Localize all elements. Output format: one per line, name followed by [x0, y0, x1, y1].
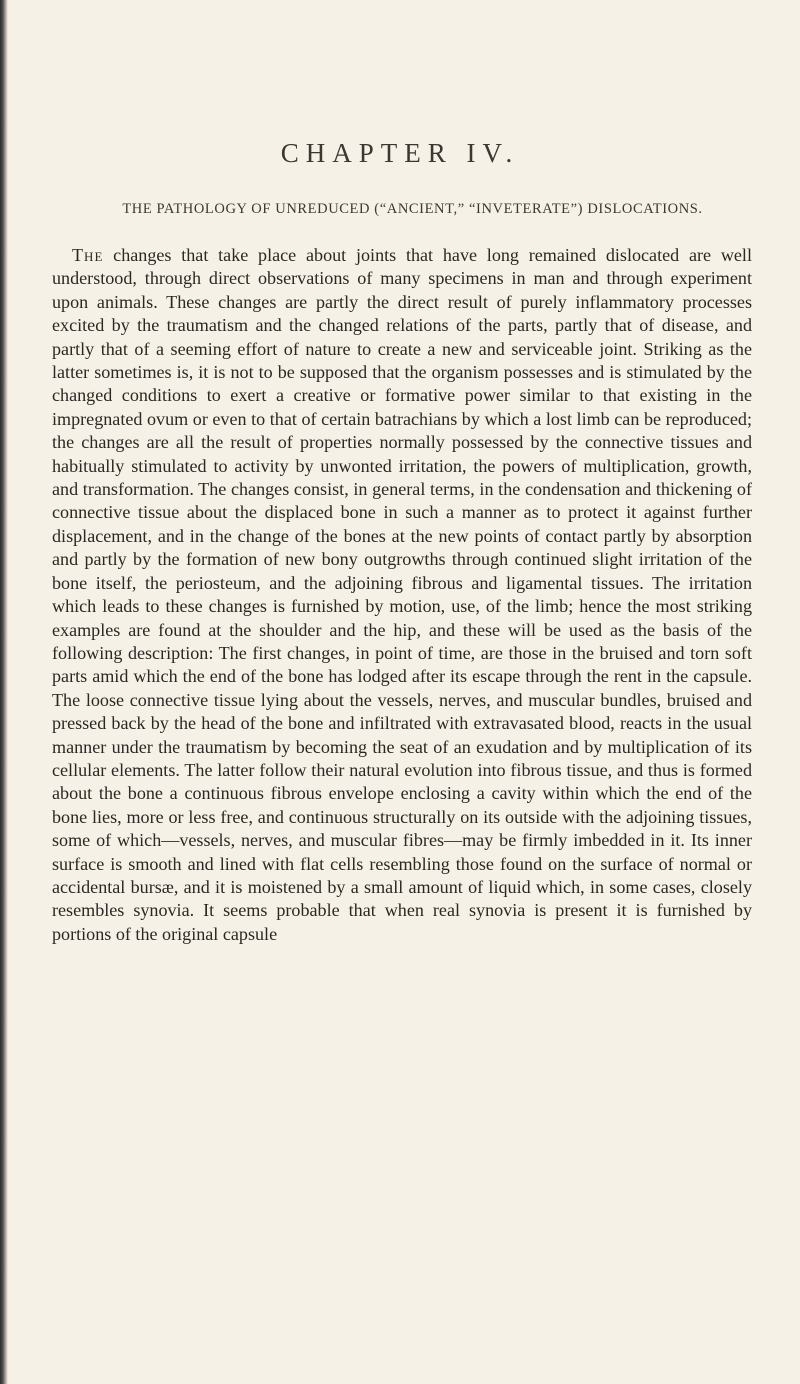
body-paragraph	[52, 244, 752, 946]
lead-word: The	[72, 245, 104, 265]
chapter-heading: CHAPTER IV.	[280, 138, 520, 168]
paragraph-text: changes that take place about joints that have long remained dislocated are well understood, through direct observations of many specimens in man and through experiment upon animals. These changes are partly the direct result of purely inflammatory processes excited by the traumatism and the changed relations of the parts, partly that of disease, and partly that of a seeming effort of nature to create a new and serviceable joint. Striking as the latter sometimes is, it is not to be supposed that the organism possesses and is stimulated by the changed conditions to exert a creative or formative power similar to that existing in the impregnated ovum or even to that of certain batrachians by which a lost limb can be reproduced; the changes are all the result of properties normally possessed by the connective tissues and habitually stimulated to activity by unwonted irritation, the powers of multiplication, growth, and transformation. The changes consist, in general terms, in the condensation and thickening of connective tissue about the displaced bone in such a manner as to protect it against further displacement, and in the change of the bones at the new points of contact partly by absorption and partly by the formation of new bony outgrowths through continued slight irritation of the bone itself, the periosteum, and the adjoining fibrous and ligamental tissues. The irritation which leads to these changes is furnished by motion, use, of the limb; hence the most striking examples are found at the shoulder and the hip, and these will be used as the basis of the following description: The first changes, in point of time, are those in the bruised and torn soft parts amid which the end of the bone has lodged after its escape through the rent in the capsule. The loose connective tissue lying about the vessels, nerves, and muscular bundles, bruised and pressed back by the head of the bone and infiltrated with extravasated blood, reacts in the usual manner under the traumatism by becoming the seat of an exudation and by multiplication of its cellular elements. The latter follow their natural evolution into fibrous tissue, and thus is formed about the bone a continuous fibrous envelope enclosing a cavity within which the end of the bone lies, more or less free, and continuous structurally on its outside with the adjoining tissues, some of which—vessels, nerves, and muscular fibres—may be firmly imbedded in it. Its inner surface is smooth and lined with flat cells resembling those found on the surface of normal or accidental bursæ, and it is moistened by a small amount of liquid which, in some cases, closely resembles synovia. It seems probable that when real synovia is present it is furnished by portions of the original capsule	[52, 245, 752, 944]
page-binding-edge	[0, 0, 8, 1384]
chapter-subtitle: THE PATHOLOGY OF UNREDUCED (“ANCIENT,” “INVETERATE”) DISLOCATIONS.	[122, 201, 703, 217]
